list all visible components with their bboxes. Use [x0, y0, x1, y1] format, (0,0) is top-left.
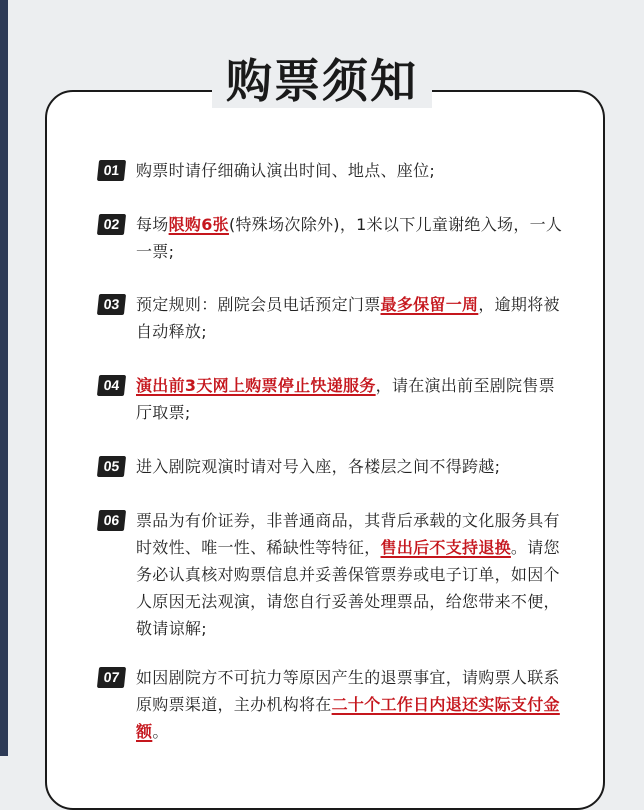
item-text: 票品为有价证券，非普通商品，其背后承载的文化服务具有时效性、唯一性、稀缺性等特征，售出后不支持退换。请您务必认真核对购票信息并妥善保管票券或电子订单，如因个人原因无法观演，请您自行妥善处理票品，给您带来不便，敬请谅解;	[136, 511, 560, 638]
item-number-badge: 02	[97, 214, 126, 235]
highlight-text: 二十个工作日内退还实际支付金额	[136, 695, 560, 741]
highlight-text: 演出前3天网上购票停止快递服务	[136, 376, 376, 395]
highlight-text: 售出后不支持退换	[380, 538, 511, 557]
item-number-badge: 04	[97, 375, 126, 396]
item-text: 每场限购6张(特殊场次除外)，1米以下儿童谢绝入场，一人一票;	[136, 215, 563, 261]
item-text: 预定规则：剧院会员电话预定门票最多保留一周，逾期将被自动释放;	[136, 295, 560, 341]
left-edge-strip	[0, 0, 8, 756]
page-title	[0, 54, 644, 108]
item-number-badge: 07	[97, 667, 126, 688]
item-number-badge: 03	[97, 294, 126, 315]
item-text: 进入剧院观演时请对号入座，各楼层之间不得跨越;	[136, 457, 501, 476]
page-title-text: 购票须知	[212, 54, 432, 108]
item-text: 演出前3天网上购票停止快递服务，请在演出前至剧院售票厅取票;	[136, 376, 555, 422]
item-number-badge: 01	[97, 160, 126, 181]
highlight-text: 最多保留一周	[380, 295, 479, 314]
highlight-text: 限购6张	[168, 215, 229, 234]
item-text: 如因剧院方不可抗力等原因产生的退票事宜，请购票人联系原购票渠道，主办机构将在二十个工作日内退还实际支付金额。	[136, 668, 560, 741]
item-number-badge: 06	[97, 510, 126, 531]
item-text: 购票时请仔细确认演出时间、地点、座位;	[136, 161, 436, 180]
item-number-badge: 05	[97, 456, 126, 477]
